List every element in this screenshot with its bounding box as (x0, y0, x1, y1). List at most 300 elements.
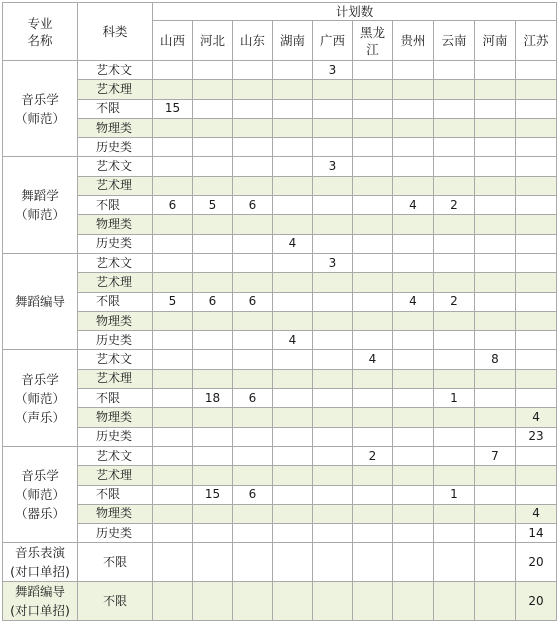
plan-count-cell (475, 215, 516, 234)
plan-count-cell (516, 389, 557, 408)
plan-count-cell: 3 (313, 253, 353, 272)
plan-count-cell (393, 138, 434, 157)
plan-count-cell (153, 427, 193, 446)
table-row (3, 80, 557, 99)
plan-count-cell (434, 273, 475, 292)
plan-count-cell (475, 61, 516, 80)
plan-count-cell (233, 466, 273, 485)
plan-count-cell (153, 389, 193, 408)
plan-count-cell (153, 61, 193, 80)
plan-count-cell (475, 369, 516, 388)
plan-count-cell (475, 273, 516, 292)
header-major (3, 3, 78, 61)
plan-count-cell (153, 234, 193, 253)
plan-count-cell (475, 331, 516, 350)
plan-count-cell: 8 (475, 350, 516, 369)
plan-count-cell (393, 524, 434, 543)
plan-count-cell (475, 543, 516, 582)
header-province (313, 21, 353, 61)
plan-count-cell (273, 427, 313, 446)
plan-count-cell (233, 99, 273, 118)
category-label: 历史类 (78, 331, 153, 350)
plan-count-cell (516, 215, 557, 234)
plan-count-cell (353, 253, 393, 272)
plan-count-cell (516, 331, 557, 350)
plan-count-cell (475, 408, 516, 427)
plan-count-cell (273, 61, 313, 80)
plan-count-cell (475, 466, 516, 485)
table-row (3, 234, 557, 253)
category-label: 艺术文 (78, 61, 153, 80)
plan-count-cell: 15 (193, 485, 233, 504)
plan-count-cell (193, 234, 233, 253)
plan-count-cell (193, 61, 233, 80)
plan-count-cell (475, 80, 516, 99)
table-row (3, 61, 557, 80)
plan-count-cell (353, 196, 393, 215)
table-row (3, 524, 557, 543)
category-label: 历史类 (78, 427, 153, 446)
category-label: 物理类 (78, 311, 153, 330)
plan-count-cell (153, 543, 193, 582)
plan-count-cell (393, 446, 434, 465)
plan-count-cell (273, 485, 313, 504)
plan-count-cell (153, 408, 193, 427)
major-name-line: 舞蹈编导 (14, 294, 65, 310)
header-province-line: 山西 (159, 33, 185, 48)
plan-count-cell (434, 61, 475, 80)
plan-count-cell (233, 80, 273, 99)
plan-count-cell (153, 80, 193, 99)
plan-count-cell: 20 (516, 543, 557, 582)
plan-count-cell (153, 118, 193, 137)
plan-count-cell: 2 (434, 196, 475, 215)
major-name (3, 582, 78, 621)
plan-count-cell (475, 292, 516, 311)
plan-count-cell (273, 99, 313, 118)
plan-count-cell (233, 427, 273, 446)
plan-count-cell (313, 118, 353, 137)
plan-count-cell (353, 427, 393, 446)
category-label: 不限 (78, 292, 153, 311)
plan-count-cell: 4 (273, 234, 313, 253)
plan-count-cell (393, 234, 434, 253)
plan-count-cell (153, 253, 193, 272)
plan-count-cell (153, 157, 193, 176)
plan-count-cell (434, 408, 475, 427)
plan-count-cell: 15 (153, 99, 193, 118)
plan-count-cell (233, 234, 273, 253)
plan-count-cell (353, 118, 393, 137)
plan-count-cell (193, 504, 233, 523)
plan-count-cell (353, 311, 393, 330)
plan-count-cell (233, 215, 273, 234)
plan-count-cell (153, 273, 193, 292)
plan-count-cell: 6 (233, 196, 273, 215)
plan-count-cell (434, 80, 475, 99)
plan-count-cell (516, 369, 557, 388)
category-label: 物理类 (78, 215, 153, 234)
plan-count-cell (313, 389, 353, 408)
plan-count-cell (193, 446, 233, 465)
plan-count-cell (313, 138, 353, 157)
plan-count-cell (273, 176, 313, 195)
plan-count-cell (516, 61, 557, 80)
plan-count-cell (313, 215, 353, 234)
plan-count-cell (313, 350, 353, 369)
plan-count-cell (313, 466, 353, 485)
table-row (3, 215, 557, 234)
plan-count-cell (273, 138, 313, 157)
plan-count-cell (516, 292, 557, 311)
header-major-line: 名称 (27, 32, 53, 48)
plan-count-cell (516, 157, 557, 176)
plan-count-cell: 4 (393, 196, 434, 215)
plan-count-cell: 6 (233, 485, 273, 504)
plan-count-cell (434, 543, 475, 582)
header-province (153, 21, 193, 61)
plan-count-cell (516, 253, 557, 272)
category-label: 艺术文 (78, 350, 153, 369)
plan-count-cell (193, 311, 233, 330)
plan-count-cell (273, 253, 313, 272)
plan-count-cell (434, 466, 475, 485)
plan-count-cell (434, 524, 475, 543)
plan-count-cell (313, 485, 353, 504)
plan-count-cell (153, 524, 193, 543)
plan-count-cell (193, 253, 233, 272)
header-province-line: 江 (366, 41, 379, 57)
plan-count-cell (516, 273, 557, 292)
plan-count-cell: 5 (193, 196, 233, 215)
plan-count-cell (475, 157, 516, 176)
plan-count-cell: 7 (475, 446, 516, 465)
plan-count-cell (273, 80, 313, 99)
plan-count-cell (233, 253, 273, 272)
category-label: 艺术理 (78, 466, 153, 485)
major-name-line: （师范） (14, 390, 65, 406)
plan-count-cell (233, 61, 273, 80)
category-label: 艺术文 (78, 446, 153, 465)
plan-count-cell (353, 292, 393, 311)
plan-count-cell (313, 524, 353, 543)
table-row (3, 350, 557, 369)
table-row (3, 466, 557, 485)
category-label: 艺术理 (78, 176, 153, 195)
major-name-line: 音乐学 (21, 91, 59, 107)
major-name-line: （声乐） (14, 409, 65, 425)
plan-count-cell (233, 408, 273, 427)
plan-count-cell: 6 (153, 196, 193, 215)
table-row (3, 157, 557, 176)
plan-count-cell (434, 427, 475, 446)
plan-count-cell: 4 (516, 504, 557, 523)
plan-count-cell (475, 196, 516, 215)
plan-count-cell (273, 196, 313, 215)
plan-count-cell (233, 369, 273, 388)
plan-count-cell (153, 504, 193, 523)
category-label: 艺术文 (78, 253, 153, 272)
plan-count-cell (273, 157, 313, 176)
plan-count-cell (516, 118, 557, 137)
category-label: 物理类 (78, 504, 153, 523)
plan-count-cell (353, 99, 393, 118)
plan-count-cell (233, 524, 273, 543)
header-category: 科类 (78, 3, 153, 61)
plan-count-cell (353, 485, 393, 504)
plan-count-cell: 3 (313, 157, 353, 176)
plan-count-cell (393, 485, 434, 504)
plan-count-cell (516, 80, 557, 99)
plan-count-cell (393, 389, 434, 408)
plan-count-cell (516, 485, 557, 504)
plan-count-cell (273, 118, 313, 137)
plan-count-cell (353, 582, 393, 621)
category-label: 物理类 (78, 408, 153, 427)
plan-count-cell (193, 176, 233, 195)
plan-count-cell (393, 311, 434, 330)
plan-count-cell (353, 80, 393, 99)
plan-count-cell (273, 504, 313, 523)
major-name-line: （师范） (14, 487, 65, 503)
plan-count-cell (233, 331, 273, 350)
plan-count-cell (516, 196, 557, 215)
header-province-line: 黑龙 (359, 24, 385, 40)
plan-count-cell (353, 273, 393, 292)
plan-count-cell (233, 446, 273, 465)
category-label: 不限 (78, 485, 153, 504)
header-province (193, 21, 233, 61)
plan-count-cell (233, 176, 273, 195)
plan-count-cell (193, 80, 233, 99)
plan-count-cell (393, 369, 434, 388)
plan-count-cell (434, 311, 475, 330)
plan-count-cell (153, 466, 193, 485)
header-province-line: 贵州 (400, 33, 426, 48)
plan-count-cell (233, 504, 273, 523)
major-name-line: 舞蹈编导 (14, 584, 65, 600)
plan-count-cell (434, 331, 475, 350)
plan-count-cell (313, 292, 353, 311)
plan-count-cell: 6 (233, 389, 273, 408)
header-province (273, 21, 313, 61)
plan-count-cell (393, 466, 434, 485)
plan-count-cell (313, 504, 353, 523)
plan-count-cell (516, 311, 557, 330)
plan-count-cell (153, 350, 193, 369)
plan-count-cell (153, 446, 193, 465)
header-province-line: 云南 (441, 33, 467, 48)
plan-count-cell (313, 311, 353, 330)
table-row (3, 369, 557, 388)
plan-count-cell (193, 331, 233, 350)
major-name-line: 音乐表演 (14, 545, 65, 561)
category-label: 艺术文 (78, 157, 153, 176)
plan-count-cell (353, 176, 393, 195)
major-name-line: 音乐学 (21, 468, 59, 484)
plan-count-cell (313, 234, 353, 253)
plan-count-cell (193, 582, 233, 621)
category-label: 历史类 (78, 234, 153, 253)
plan-count-cell (313, 446, 353, 465)
plan-count-cell (193, 369, 233, 388)
plan-count-cell (434, 118, 475, 137)
major-name (3, 253, 78, 349)
plan-count-cell (516, 350, 557, 369)
plan-count-cell (475, 582, 516, 621)
header-major-line: 专业 (27, 15, 53, 31)
plan-count-cell (153, 331, 193, 350)
table-row (3, 485, 557, 504)
plan-count-cell (153, 485, 193, 504)
plan-count-cell (353, 524, 393, 543)
plan-count-cell (313, 196, 353, 215)
plan-count-cell (393, 543, 434, 582)
plan-count-cell (393, 582, 434, 621)
plan-count-cell: 14 (516, 524, 557, 543)
header-province-line: 广西 (319, 33, 345, 48)
plan-count-cell (193, 408, 233, 427)
plan-count-cell (273, 369, 313, 388)
plan-count-cell (233, 118, 273, 137)
plan-count-cell (353, 157, 393, 176)
plan-count-cell (393, 80, 434, 99)
plan-count-cell (516, 138, 557, 157)
plan-count-cell (434, 446, 475, 465)
plan-count-cell (153, 369, 193, 388)
plan-count-cell (193, 466, 233, 485)
plan-count-cell: 5 (153, 292, 193, 311)
plan-count-cell (434, 234, 475, 253)
table-row (3, 311, 557, 330)
plan-count-cell (193, 215, 233, 234)
category-label: 历史类 (78, 138, 153, 157)
major-name (3, 446, 78, 542)
plan-count-cell (353, 408, 393, 427)
plan-count-cell (353, 369, 393, 388)
plan-count-cell (313, 582, 353, 621)
major-name-line: （器乐） (14, 506, 65, 522)
plan-count-cell (434, 582, 475, 621)
plan-count-cell (475, 234, 516, 253)
table-row (3, 176, 557, 195)
plan-count-cell (353, 466, 393, 485)
plan-count-cell (233, 582, 273, 621)
major-name-line: (对口单招) (10, 564, 70, 580)
major-name-line: （师范） (14, 207, 65, 223)
plan-count-cell (273, 446, 313, 465)
header-province (233, 21, 273, 61)
plan-count-cell (273, 292, 313, 311)
plan-count-cell (273, 524, 313, 543)
category-label: 不限 (78, 196, 153, 215)
plan-count-cell: 6 (233, 292, 273, 311)
header-plan: 计划数 (153, 3, 557, 21)
plan-count-cell (393, 273, 434, 292)
plan-count-cell (153, 582, 193, 621)
header-province (475, 21, 516, 61)
major-name (3, 543, 78, 582)
category-label: 不限 (78, 389, 153, 408)
plan-count-cell (273, 311, 313, 330)
plan-count-cell (233, 350, 273, 369)
plan-count-cell (393, 99, 434, 118)
category-label: 物理类 (78, 118, 153, 137)
category-label: 不限 (78, 99, 153, 118)
plan-count-cell (153, 138, 193, 157)
plan-count-cell (475, 427, 516, 446)
plan-count-cell (475, 311, 516, 330)
header-province (353, 21, 393, 61)
plan-count-cell: 4 (273, 331, 313, 350)
plan-count-cell (516, 176, 557, 195)
plan-count-cell: 2 (353, 446, 393, 465)
table-row (3, 138, 557, 157)
plan-count-cell: 4 (393, 292, 434, 311)
plan-count-cell (273, 389, 313, 408)
plan-count-cell (393, 157, 434, 176)
major-name-line: 音乐学 (21, 371, 59, 387)
major-name-line: (对口单招) (10, 603, 70, 619)
plan-count-cell (434, 215, 475, 234)
plan-count-cell (516, 234, 557, 253)
table-row (3, 196, 557, 215)
plan-count-cell (475, 485, 516, 504)
plan-count-cell (475, 99, 516, 118)
plan-count-cell (475, 118, 516, 137)
category-label: 不限 (78, 582, 153, 621)
plan-count-cell (193, 350, 233, 369)
enrollment-plan-table (2, 2, 557, 621)
plan-count-cell (393, 215, 434, 234)
plan-count-cell (273, 582, 313, 621)
plan-count-cell (353, 61, 393, 80)
plan-count-cell (193, 138, 233, 157)
plan-count-cell (273, 543, 313, 582)
plan-count-cell: 4 (516, 408, 557, 427)
plan-count-cell (353, 389, 393, 408)
plan-count-cell (193, 99, 233, 118)
plan-count-cell (475, 176, 516, 195)
plan-count-cell (273, 466, 313, 485)
plan-count-cell (434, 253, 475, 272)
major-name-line: （师范） (14, 110, 65, 126)
table-row (3, 273, 557, 292)
plan-count-cell (434, 99, 475, 118)
plan-count-cell (233, 543, 273, 582)
plan-count-cell: 2 (434, 292, 475, 311)
header-province (434, 21, 475, 61)
plan-count-cell (313, 543, 353, 582)
plan-count-cell (353, 504, 393, 523)
plan-count-cell (434, 369, 475, 388)
plan-count-cell (475, 389, 516, 408)
header-province-line: 江苏 (523, 33, 549, 48)
plan-count-cell: 6 (193, 292, 233, 311)
major-name (3, 61, 78, 157)
plan-count-cell (313, 273, 353, 292)
category-label: 艺术理 (78, 80, 153, 99)
plan-count-cell (393, 504, 434, 523)
category-label: 历史类 (78, 524, 153, 543)
plan-table-container (2, 2, 556, 618)
table-row (3, 504, 557, 523)
category-label: 不限 (78, 543, 153, 582)
major-name (3, 350, 78, 446)
plan-count-cell (233, 273, 273, 292)
plan-count-cell (353, 331, 393, 350)
plan-count-cell: 3 (313, 61, 353, 80)
